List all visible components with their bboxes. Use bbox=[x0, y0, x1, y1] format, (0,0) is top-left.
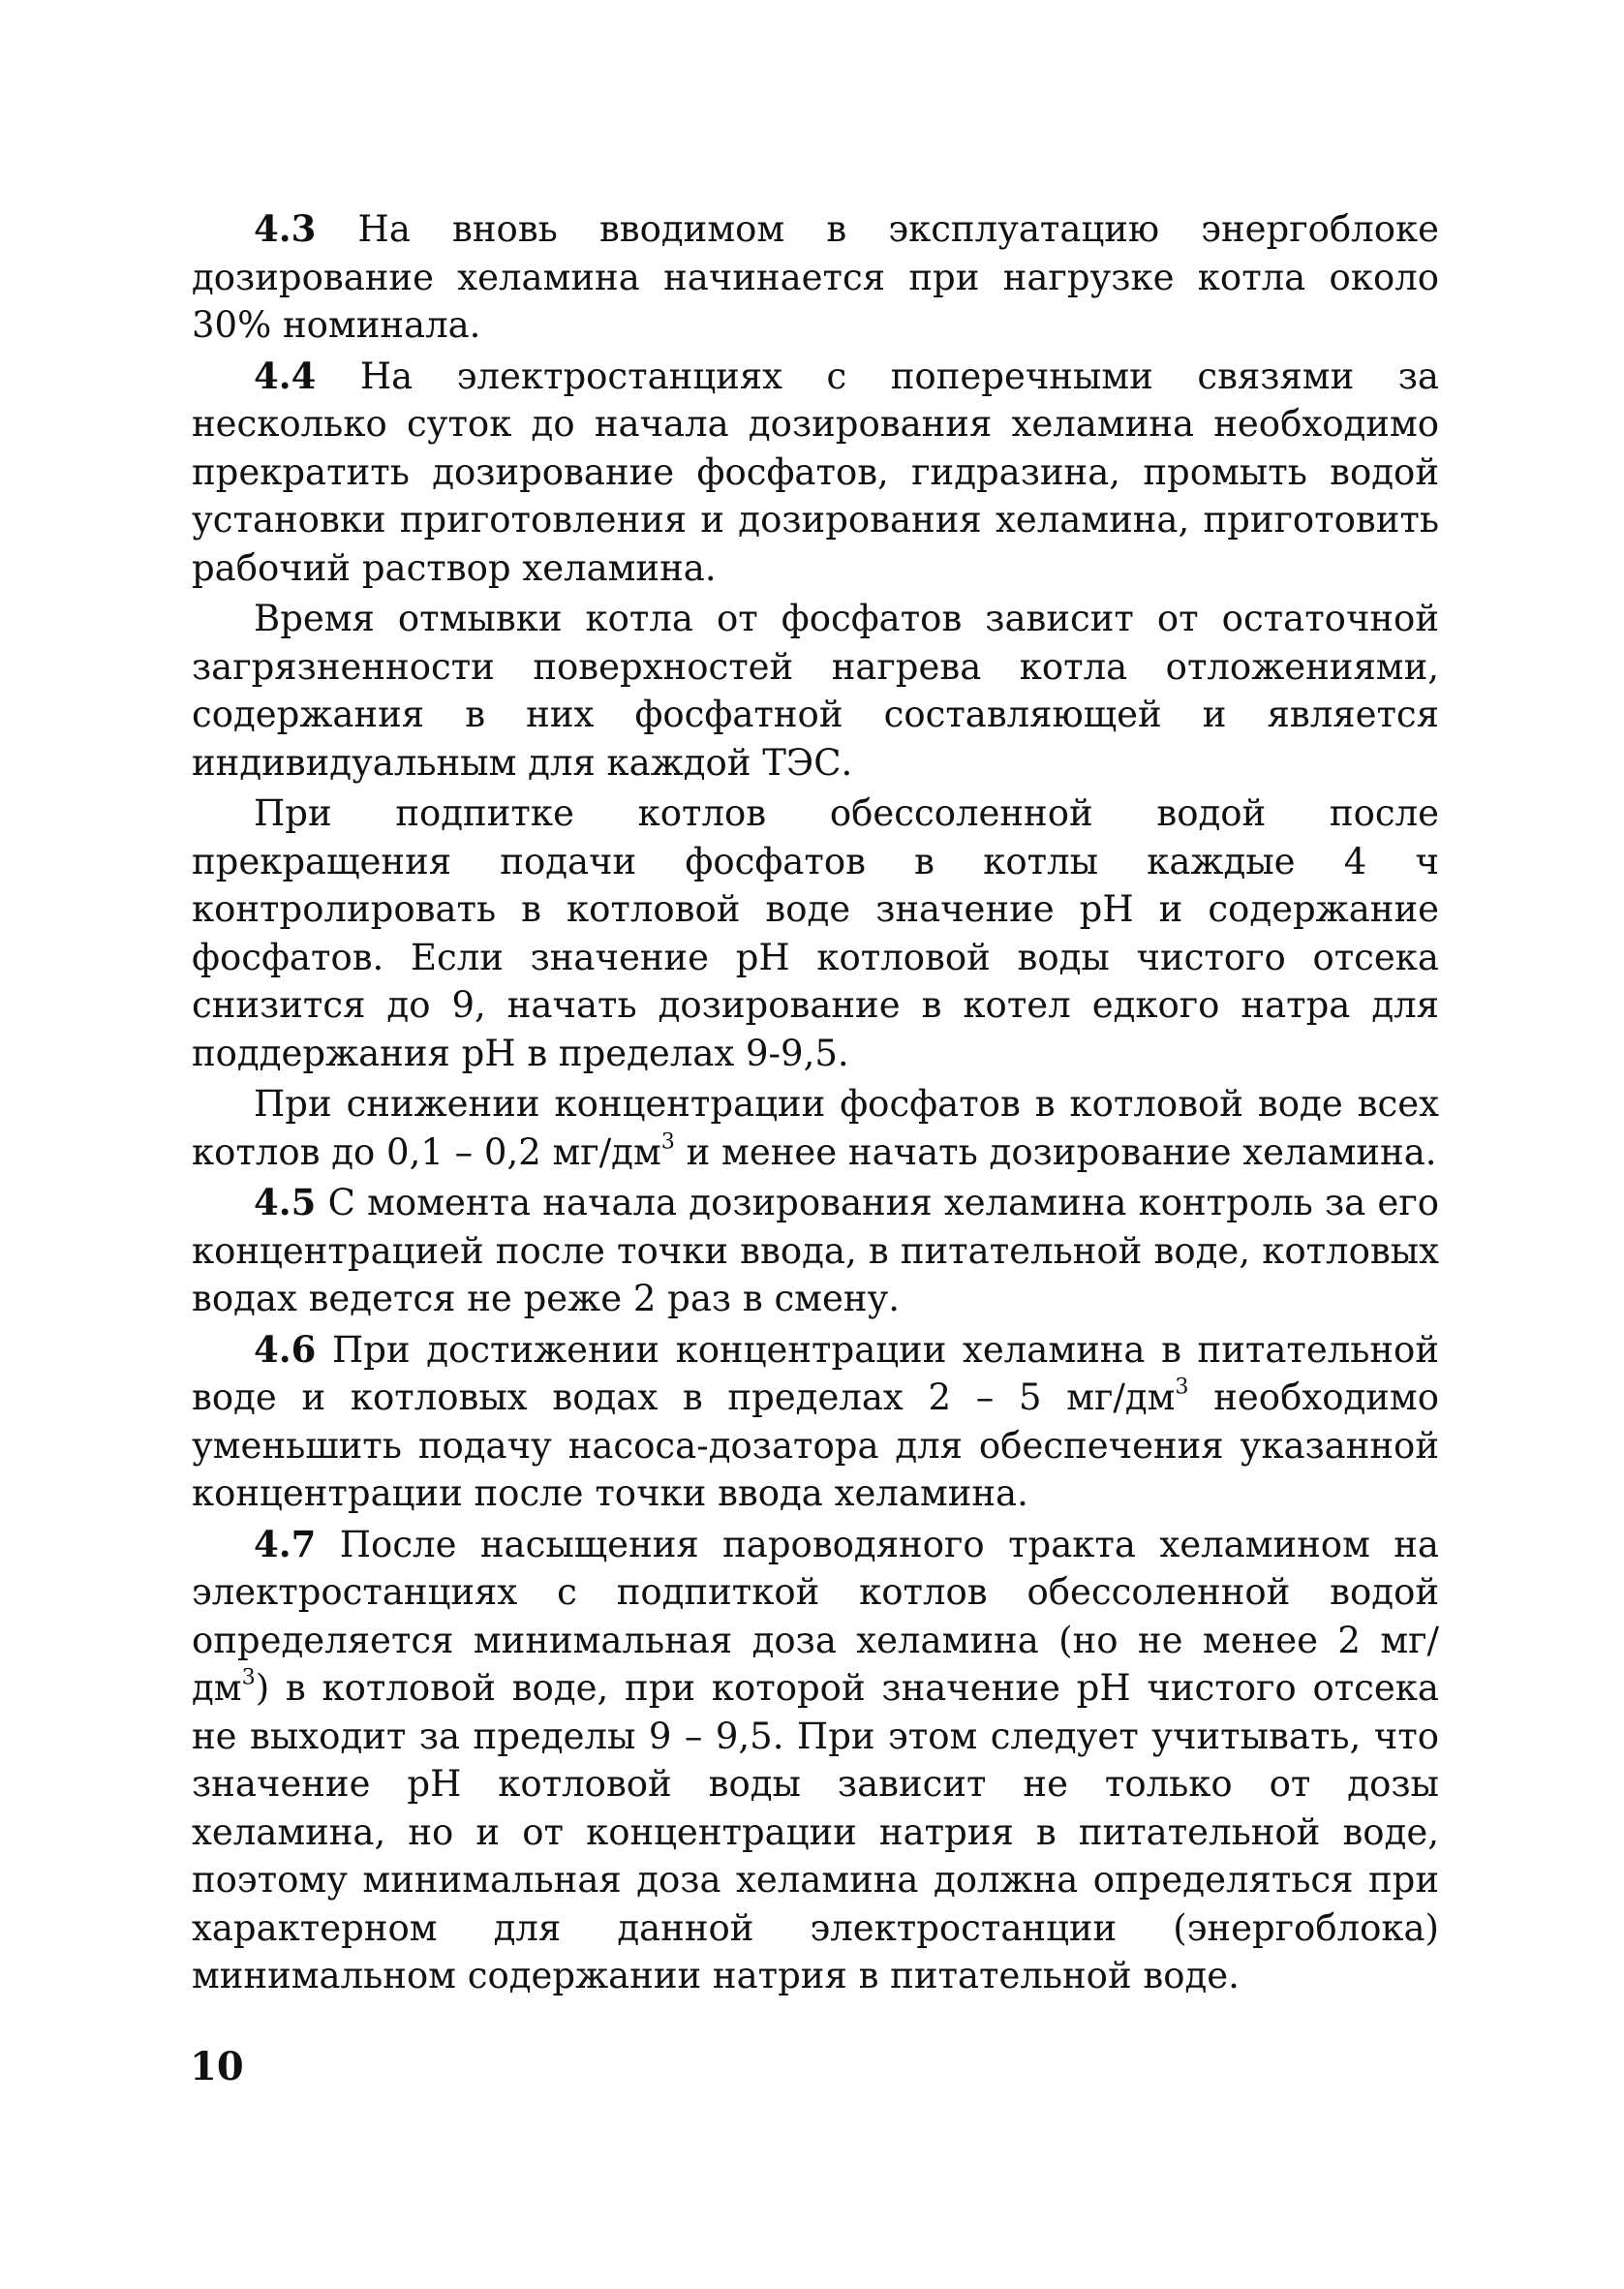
paragraph-text: Время отмывки котла от фосфатов зависит от остаточной загрязненности поверхностей нагрева котла отложениями, содержания в них фосфатной составляющей и является индивидуальным для каждой ТЭС. bbox=[192, 598, 1439, 784]
paragraph-4-4 bbox=[192, 353, 1439, 593]
paragraph-text: ) в котловой воде, при которой значение рН чистого отсека не выходит за пределы 9 – 9,5. При этом следует учитывать, что значение рН котловой воды зависит не только от дозы хеламина, но и от концентрации натрия в питательной воде, поэтому минимальная доза хеламина должна определяться при характерном для данной электростанции (энергоблока) минимальном содержании натрия в питательной воде. bbox=[192, 1667, 1439, 1996]
paragraph-text: На электростанциях с поперечными связями за несколько суток до начала дозирования хеламина необходимо прекратить дозирование фосфатов, гидразина, промыть водой установки приготовления и дозирования хеламина, приготовить рабочий раствор хеламина. bbox=[192, 355, 1439, 589]
paragraph-text: При снижении концентрации фосфатов в котловой воде всех котлов до 0,1 – 0,2 мг/дм bbox=[192, 1083, 1439, 1173]
page-number: 10 bbox=[190, 2044, 244, 2089]
paragraph-text: При подпитке котлов обессоленной водой после прекращения подачи фосфатов в котлы каждые 4 ч контролировать в котловой воде значение рН и содержание фосфатов. Если значение рН котловой воды чистого отсека снизится до 9, начать дозирование в котел едкого натра для поддержания рН в пределах 9-9,5. bbox=[192, 792, 1439, 1074]
paragraph-text: С момента начала дозирования хеламина контроль за его концентрацией после точки ввода, в питательной воде, котловых водах ведется не реже 2 раз в смену. bbox=[192, 1182, 1439, 1319]
paragraph-4-5 bbox=[192, 1179, 1439, 1323]
paragraph-4-3 bbox=[192, 205, 1439, 350]
section-number: 4.4 bbox=[254, 354, 317, 397]
paragraph-washing-time bbox=[192, 595, 1439, 787]
superscript: 3 bbox=[660, 1128, 675, 1154]
section-number: 4.5 bbox=[254, 1181, 317, 1223]
paragraph-text: На вновь вводимом в эксплуатацию энергоблоке дозирование хеламина начинается при нагрузке котла около 30% номинала. bbox=[192, 208, 1439, 346]
paragraph-4-6 bbox=[192, 1326, 1439, 1518]
page-body bbox=[192, 205, 1439, 2003]
section-number: 4.3 bbox=[254, 207, 317, 250]
paragraph-text: После насыщения пароводяного тракта хеламином на электростанциях с подпиткой котлов обессоленной водой определяется минимальная доза хеламина (но не менее 2 мг/дм bbox=[192, 1523, 1439, 1709]
paragraph-4-7 bbox=[192, 1521, 1439, 2000]
section-number: 4.6 bbox=[254, 1327, 317, 1371]
paragraph-text: необходимо уменьшить подачу насоса-дозатора для обеспечения указанной концентрации после точки ввода хеламина. bbox=[192, 1376, 1439, 1514]
paragraph-text: При достижении концентрации хеламина в питательной воде и котловых водах в пределах 2 – 5 мг/дм bbox=[192, 1328, 1439, 1418]
superscript: 3 bbox=[1175, 1374, 1189, 1400]
paragraph-text: и менее начать дозирование хеламина. bbox=[674, 1130, 1437, 1173]
superscript: 3 bbox=[241, 1664, 256, 1690]
paragraph-phosphate-decrease bbox=[192, 1080, 1439, 1176]
paragraph-makeup-water bbox=[192, 789, 1439, 1077]
section-number: 4.7 bbox=[254, 1522, 317, 1565]
